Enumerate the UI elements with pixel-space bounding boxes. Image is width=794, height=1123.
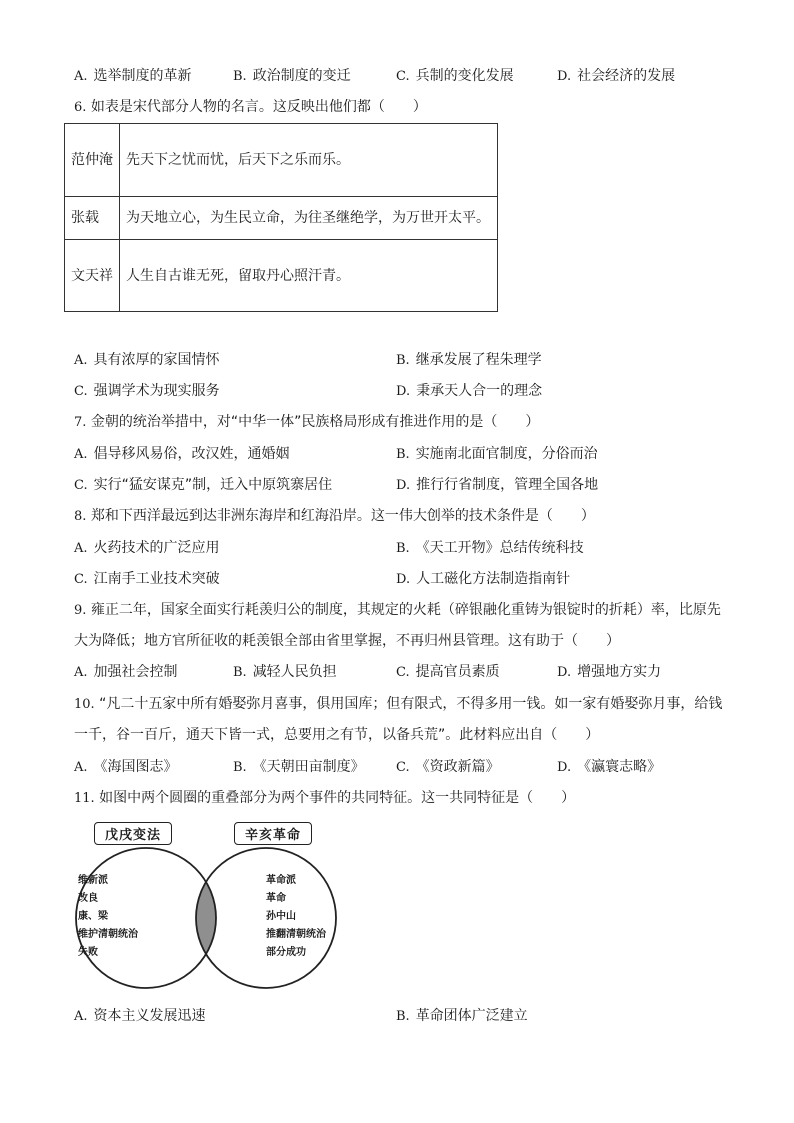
- question-text: 如表是宋代部分人物的名言。这反映出他们都（ ）: [90, 99, 427, 115]
- question-text: 郑和下西洋最远到达非洲东海岸和红海沿岸。这一伟大创举的技术条件是（ ）: [90, 508, 595, 524]
- q7-option-b: [396, 444, 598, 465]
- q6-quote-table: [64, 123, 498, 312]
- q10-stem-line-2: 一千，谷一百斤，通天下皆一式，总要用之有节，以备兵荒”。此材料应出自（ ）: [74, 727, 600, 743]
- q7-option-a: [74, 444, 290, 465]
- option-text: 政治制度的变迁: [252, 68, 351, 84]
- option-label: A.: [74, 69, 88, 84]
- option-text: 兵制的变化发展: [415, 68, 514, 84]
- question-text: 雍正二年，国家全面实行耗羡归公的制度，其规定的火耗（碎银融化重铸为银锭时的折耗）率，比原先: [90, 602, 721, 618]
- q9-option-b: [233, 662, 337, 683]
- venn-right-item: 革命派: [266, 875, 296, 886]
- option-text: 人工磁化方法制造指南针: [416, 571, 571, 587]
- option-text: 提高官员素质: [415, 664, 500, 680]
- venn-left-item: 失败: [78, 947, 98, 958]
- q6-stem: [74, 97, 427, 118]
- option-text: 减轻人民负担: [252, 664, 337, 680]
- q10-option-d: [557, 757, 661, 778]
- table-cell-name: 文天祥: [65, 240, 120, 312]
- option-label: C.: [74, 384, 88, 399]
- q10-option-a: [74, 757, 178, 778]
- option-label: B.: [396, 541, 410, 556]
- q6-option-d: [396, 381, 542, 402]
- option-label: D.: [557, 665, 572, 680]
- option-label: C.: [74, 478, 88, 493]
- question-text: 如图中两个圆圈的重叠部分为两个事件的共同特征。这一共同特征是（ ）: [99, 790, 576, 806]
- q6-option-c: [74, 381, 220, 402]
- q7-option-d: [396, 475, 598, 496]
- venn-left-item: 康、梁: [78, 911, 108, 922]
- table-cell-quote: 先天下之忧而忧，后天下之乐而乐。: [120, 124, 498, 197]
- option-text: 资本主义发展迅速: [93, 1008, 206, 1024]
- q5-option-b: [233, 66, 351, 87]
- q6-option-b: [396, 350, 542, 371]
- q10-option-b: [233, 757, 365, 778]
- option-text: 强调学术为现实服务: [93, 383, 220, 399]
- option-label: C.: [396, 665, 410, 680]
- option-text: 《资政新篇》: [415, 759, 500, 775]
- option-label: B.: [233, 760, 247, 775]
- q10-stem-line-1: [74, 694, 722, 715]
- q8-option-a: [74, 538, 220, 559]
- q11-stem: [74, 788, 575, 809]
- venn-right-items: [266, 872, 326, 962]
- question-number: 7.: [74, 415, 87, 430]
- option-text: 《海国图志》: [93, 759, 178, 775]
- venn-right-item: 孙中山: [266, 911, 296, 922]
- option-label: C.: [396, 760, 410, 775]
- q9-stem-line-1: [74, 600, 721, 621]
- option-label: D.: [396, 384, 411, 399]
- option-label: D.: [396, 572, 411, 587]
- option-text: 继承发展了程朱理学: [415, 352, 542, 368]
- option-text: 具有浓厚的家国情怀: [93, 352, 220, 368]
- venn-left-item: 维护清朝统治: [78, 929, 138, 940]
- option-label: C.: [74, 572, 88, 587]
- question-text: “凡二十五家中所有婚娶弥月喜事，俱用国库；但有限式，不得多用一钱。如一家有婚娶弥月事，给钱: [99, 696, 723, 712]
- option-label: D.: [557, 69, 572, 84]
- venn-left-title: 戊戌变法: [94, 822, 172, 845]
- table-cell-quote: 为天地立心，为生民立命，为往圣继绝学，为万世开太平。: [120, 197, 498, 240]
- question-text: 金朝的统治举措中，对“中华一体”民族格局形成有推进作用的是（ ）: [90, 414, 540, 430]
- venn-right-title: 辛亥革命: [234, 822, 312, 845]
- option-label: A.: [74, 541, 88, 556]
- option-label: A.: [74, 353, 88, 368]
- option-text: 实行“猛安谋克”制，迁入中原筑寨居住: [93, 477, 333, 493]
- option-label: B.: [233, 665, 247, 680]
- question-number: 9.: [74, 603, 87, 618]
- option-text: 选举制度的革新: [93, 68, 192, 84]
- venn-left-item: 维新派: [78, 875, 108, 886]
- q8-option-b: [396, 538, 584, 559]
- option-text: 火药技术的广泛应用: [93, 540, 220, 556]
- q9-option-d: [557, 662, 661, 683]
- option-label: A.: [74, 447, 88, 462]
- q11-option-a: [74, 1006, 206, 1027]
- venn-right-item: 推翻清朝统治: [266, 929, 326, 940]
- q5-option-c: [396, 66, 514, 87]
- option-label: D.: [396, 478, 411, 493]
- q9-stem-line-2: 大为降低；地方官所征收的耗羡银全部由省里掌握，不再归州县管理。这有助于（ ）: [74, 633, 620, 649]
- venn-right-item: 部分成功: [266, 947, 306, 958]
- option-label: D.: [557, 760, 572, 775]
- table-row: [65, 124, 498, 197]
- option-text: 加强社会控制: [93, 664, 178, 680]
- venn-right-item: 革命: [266, 893, 286, 904]
- question-number: 8.: [74, 509, 87, 524]
- option-label: B.: [396, 353, 410, 368]
- q9-option-c: [396, 662, 500, 683]
- question-number: 10.: [74, 697, 95, 712]
- option-label: B.: [396, 1009, 410, 1024]
- option-text: 秉承天人合一的理念: [416, 383, 543, 399]
- q9-option-a: [74, 662, 178, 683]
- q8-stem: [74, 506, 595, 527]
- table-cell-name: 范仲淹: [65, 124, 120, 197]
- option-text: 《天朝田亩制度》: [252, 759, 365, 775]
- table-cell-name: 张载: [65, 197, 120, 240]
- venn-left-item: 改良: [78, 893, 98, 904]
- venn-diagram: [64, 818, 354, 1004]
- option-text: 增强地方实力: [577, 664, 662, 680]
- option-text: 实施南北面官制度，分俗而治: [415, 446, 598, 462]
- option-text: 江南手工业技术突破: [93, 571, 220, 587]
- option-label: B.: [396, 447, 410, 462]
- option-text: 社会经济的发展: [577, 68, 676, 84]
- question-number: 11.: [74, 791, 95, 806]
- q6-option-a: [74, 350, 220, 371]
- option-text: 《瀛寰志略》: [577, 759, 662, 775]
- question-number: 6.: [74, 100, 87, 115]
- q11-option-b: [396, 1006, 528, 1027]
- option-label: A.: [74, 760, 88, 775]
- option-label: A.: [74, 1009, 88, 1024]
- q8-option-c: [74, 569, 220, 590]
- q5-option-a: [74, 66, 192, 87]
- q5-option-d: [557, 66, 675, 87]
- table-cell-quote: 人生自古谁无死，留取丹心照汗青。: [120, 240, 498, 312]
- venn-left-items: [78, 872, 138, 962]
- option-label: A.: [74, 665, 88, 680]
- option-text: 倡导移风易俗，改汉姓，通婚姻: [93, 446, 290, 462]
- q7-option-c: [74, 475, 332, 496]
- q8-option-d: [396, 569, 570, 590]
- q7-stem: [74, 412, 539, 433]
- option-text: 革命团体广泛建立: [415, 1008, 528, 1024]
- option-text: 《天工开物》总结传统科技: [415, 540, 584, 556]
- table-row: [65, 240, 498, 312]
- table-row: [65, 197, 498, 240]
- q10-option-c: [396, 757, 500, 778]
- option-text: 推行行省制度，管理全国各地: [416, 477, 599, 493]
- option-label: B.: [233, 69, 247, 84]
- option-label: C.: [396, 69, 410, 84]
